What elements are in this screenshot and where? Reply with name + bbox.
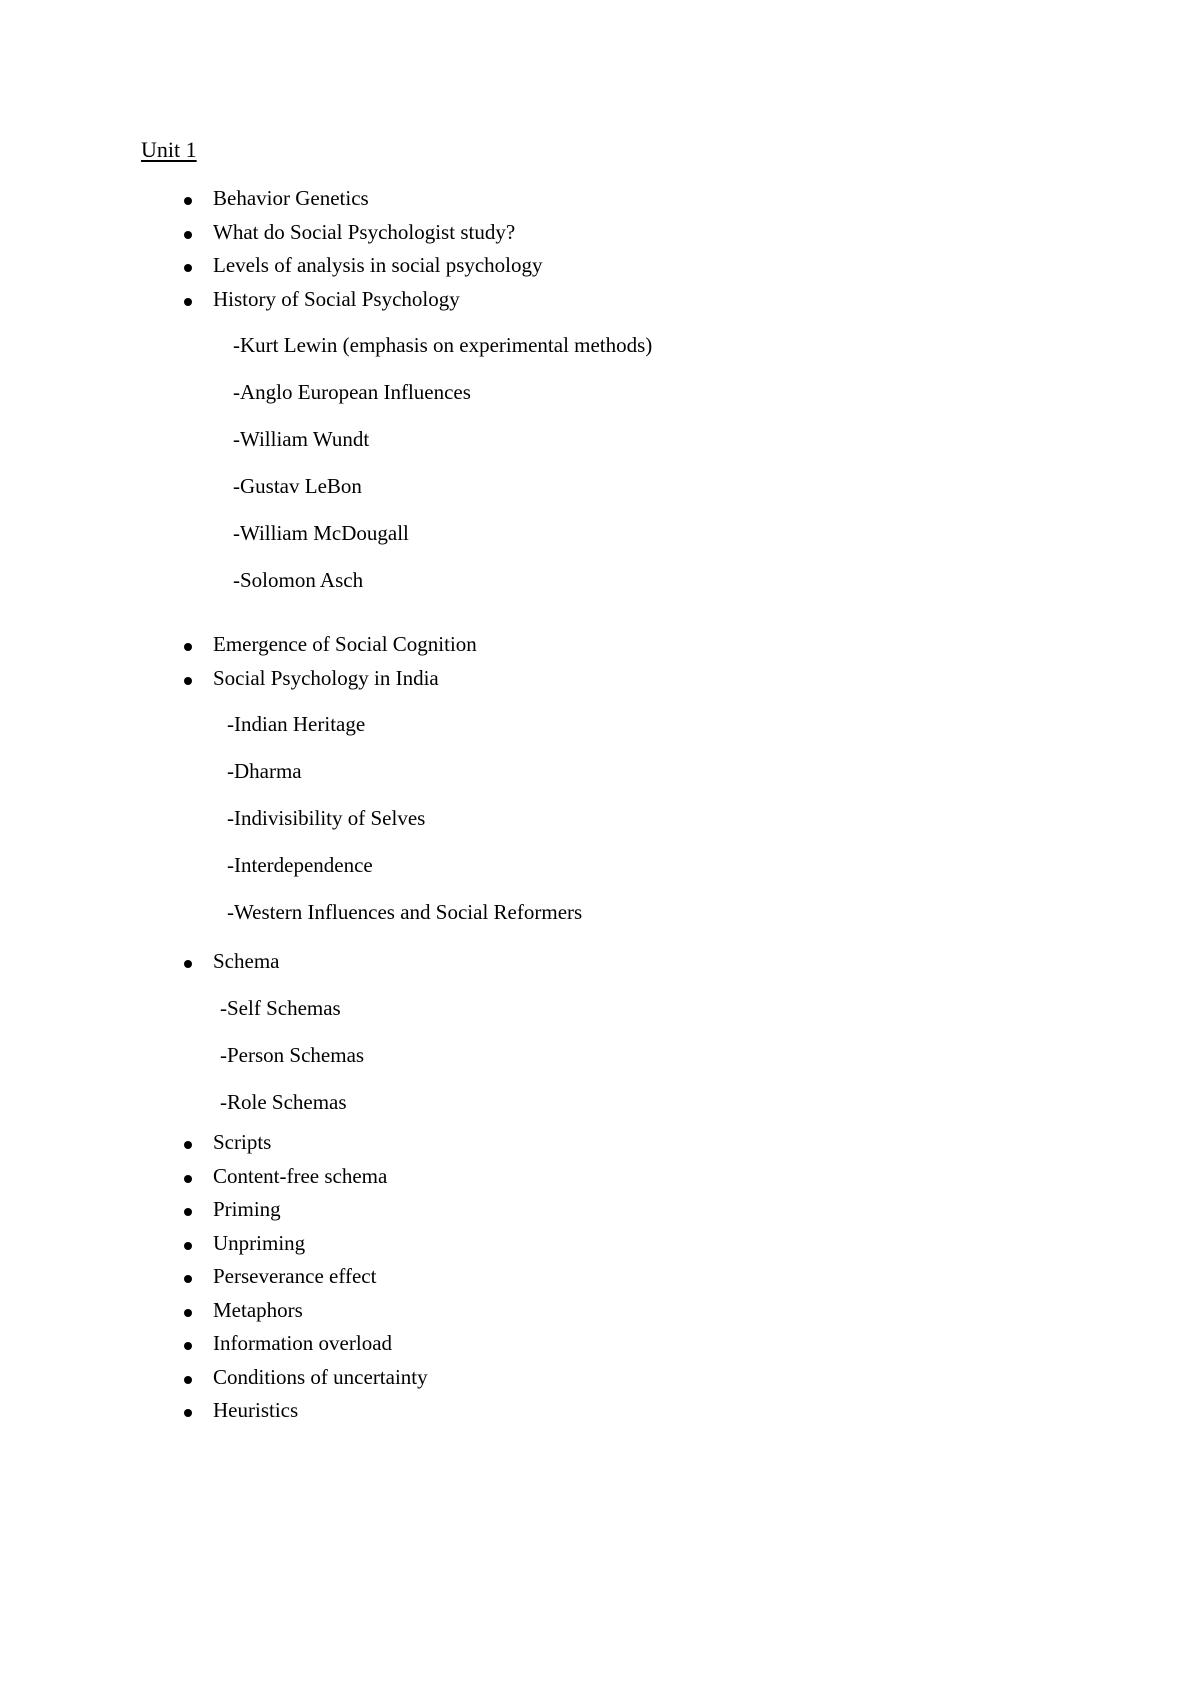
bullet-icon: [184, 1376, 192, 1384]
sub-item: -Kurt Lewin (emphasis on experimental methods): [233, 333, 653, 357]
bullet-icon: [184, 1309, 192, 1317]
bullet-item: Schema: [213, 949, 280, 973]
sub-item: -William McDougall: [233, 521, 409, 545]
page-title: Unit 1: [141, 137, 197, 162]
sub-item: -Role Schemas: [220, 1089, 347, 1114]
bullet-icon: [184, 1275, 192, 1283]
bullet-icon: [184, 264, 192, 272]
bullet-icon: [184, 231, 192, 239]
bullet-item: Content-free schema: [213, 1163, 388, 1188]
sub-item: -Indivisibility of Selves: [227, 806, 426, 830]
sub-item: -William Wundt: [233, 427, 370, 451]
bullet-icon: [184, 1409, 192, 1417]
bullet-item: Scripts: [213, 1130, 272, 1154]
sub-item: -Anglo European Influences: [233, 380, 471, 404]
bullet-item: History of Social Psychology: [213, 286, 460, 311]
bullet-item: Metaphors: [213, 1297, 303, 1322]
bullet-icon: [184, 677, 192, 685]
bullet-icon: [184, 197, 192, 205]
sub-item: -Indian Heritage: [227, 712, 366, 736]
bullet-icon: [184, 1342, 192, 1350]
bullet-item: Behavior Genetics: [213, 186, 369, 210]
bullet-icon: [184, 1242, 192, 1250]
bullet-icon: [184, 1208, 192, 1216]
bullet-item: Heuristics: [213, 1398, 299, 1422]
sub-item: -Solomon Asch: [233, 568, 364, 592]
bullet-item: Conditions of uncertainty: [213, 1364, 428, 1389]
bullet-item: Emergence of Social Cognition: [213, 632, 477, 656]
sub-item: -Person Schemas: [220, 1042, 365, 1067]
sub-item: -Dharma: [227, 759, 302, 783]
bullet-item: Unpriming: [213, 1230, 306, 1255]
sub-item: -Self Schemas: [220, 995, 341, 1020]
bullet-item: Social Psychology in India: [213, 665, 439, 690]
bullet-icon: [184, 1141, 192, 1149]
bullet-icon: [184, 643, 192, 651]
bullet-item: Priming: [213, 1197, 281, 1221]
bullet-icon: [184, 298, 192, 306]
bullet-item: Perseverance effect: [213, 1264, 377, 1288]
bullet-item: Information overload: [213, 1331, 393, 1355]
sub-item: -Interdependence: [227, 853, 373, 877]
bullet-item: Levels of analysis in social psychology: [213, 253, 543, 277]
sub-item: -Western Influences and Social Reformers: [227, 900, 583, 924]
bullet-icon: [184, 960, 192, 968]
sub-item: -Gustav LeBon: [233, 474, 362, 498]
bullet-icon: [184, 1175, 192, 1183]
bullet-item: What do Social Psychologist study?: [213, 219, 516, 244]
